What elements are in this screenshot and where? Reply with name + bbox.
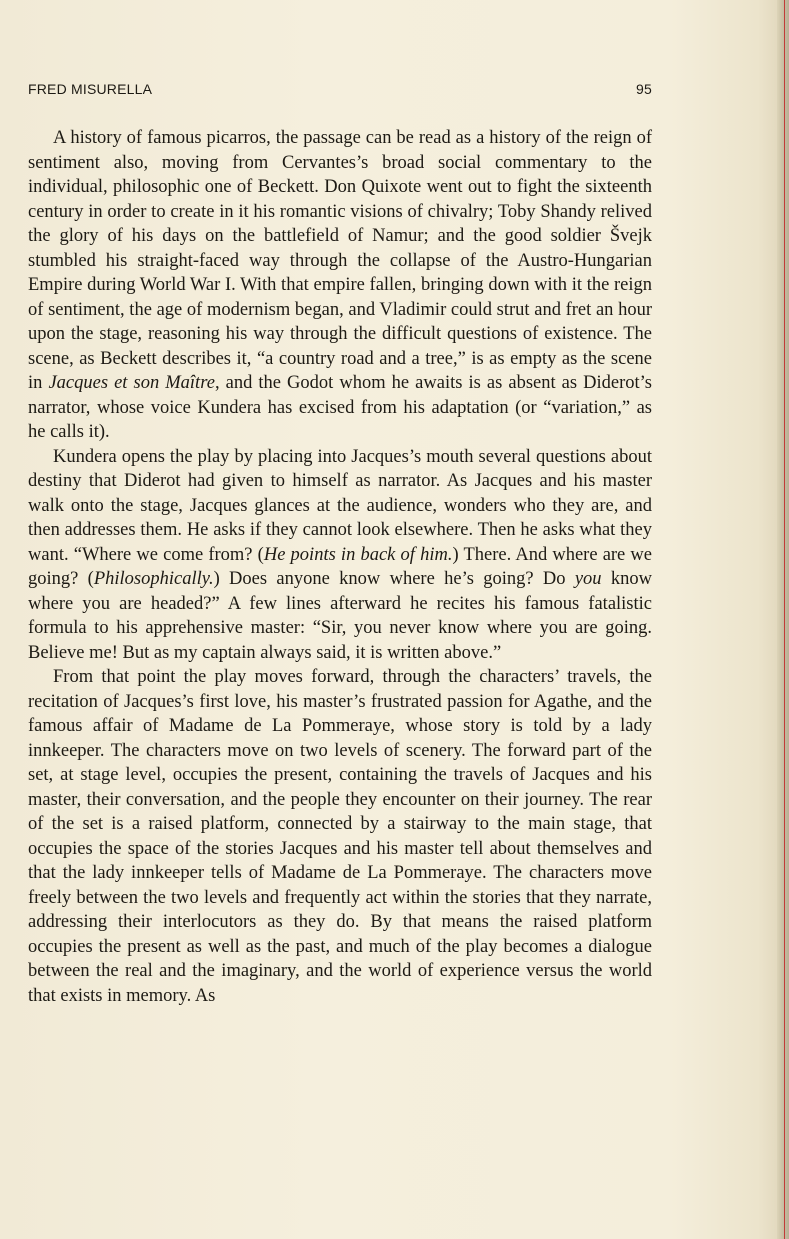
text-run: , and the Godot whom he awaits is as absent as Diderot’s narrator, whose voice Kundera has excised from his adaptation (or “variation,” as he calls it). [28, 373, 653, 442]
body-text [28, 126, 652, 1008]
text-run: know where you are headed?” A few lines afterward he recites his famous fatalistic formula to his apprehensive master: “Sir, you never know where you are going. Believe me! But as my captain always said, it is written above.” [28, 569, 652, 663]
paragraph [28, 665, 652, 1008]
running-head [28, 81, 652, 101]
running-head-author: FRED MISURELLA [28, 81, 153, 97]
text-run: ) There. And where are we going? ( [28, 544, 652, 589]
text-run: ) Does anyone know where he’s going? Do [213, 569, 575, 589]
paragraph [28, 445, 652, 666]
page-edge-line [784, 0, 785, 1239]
stage-direction: He points in back of him. [263, 544, 453, 565]
paragraph [28, 126, 652, 445]
text-run: From that point the play moves forward, through the characters’ travels, the recitation of Jacques’s first love, his master’s frustrated passion for Agathe, and the famous affair of Madame de La Pommeraye, whose story is told by a lady innkeeper. The characters move on two levels of scenery. The forward part of the set, at stage level, occupies the present, containing the travels of Jacques and his master, their conversation, and the people they encounter on their journey. The rear of the set is a raised platform, connected by a stairway to the main stage, that occupies the space of the stories Jacques and his master tell about themselves and that the lady innkeeper tells of Madame de La Pommeraye. The characters move freely between the two levels and frequently act within the stories that they narrate, addressing their interlocutors as they do. By that means the raised platform occupies the present as well as the past, and much of the play becomes a dialogue between the real and the imaginary, and the world of experience versus the world that exists in memory. As [28, 667, 652, 1006]
page-gutter-shadow [777, 0, 789, 1239]
text-run: Kundera opens the play by placing into Jacques’s mouth several questions about destiny that Diderot had given to himself as narrator. As Jacques and his master walk onto the stage, Jacques glances at the audience, wonders who they are, and then addresses them. He asks if they cannot look elsewhere. Then he asks what they want. “Where we come from? ( [28, 446, 652, 565]
text-run: A history of famous picarros, the passage can be read as a history of the reign of sentiment also, moving from Cervantes’s broad social commentary to the individual, philosophic one of Beckett. Don Quixote went out to fight the sixteenth century in order to create in it his romantic visions of chivalry; Toby Shandy relived the glory of his days on the battlefield of Namur; and the good soldier Švejk stumbled his straight-faced way through the collapse of the Austro-Hungarian Empire during World War I. With that empire fallen, bringing down with it the reign of sentiment, the age of modernism began, and Vladimir could strut and fret an hour upon the stage, reasoning his way through the difficult questions of existence. The scene, as Beckett describes it, “a country road and a tree,” is as empty as the scene in [28, 128, 652, 393]
stage-direction: Philosophically. [93, 569, 214, 589]
page-number: 95 [636, 81, 652, 97]
emphasis: you [574, 569, 602, 589]
italic-title: Jacques et son Maître [48, 373, 215, 393]
